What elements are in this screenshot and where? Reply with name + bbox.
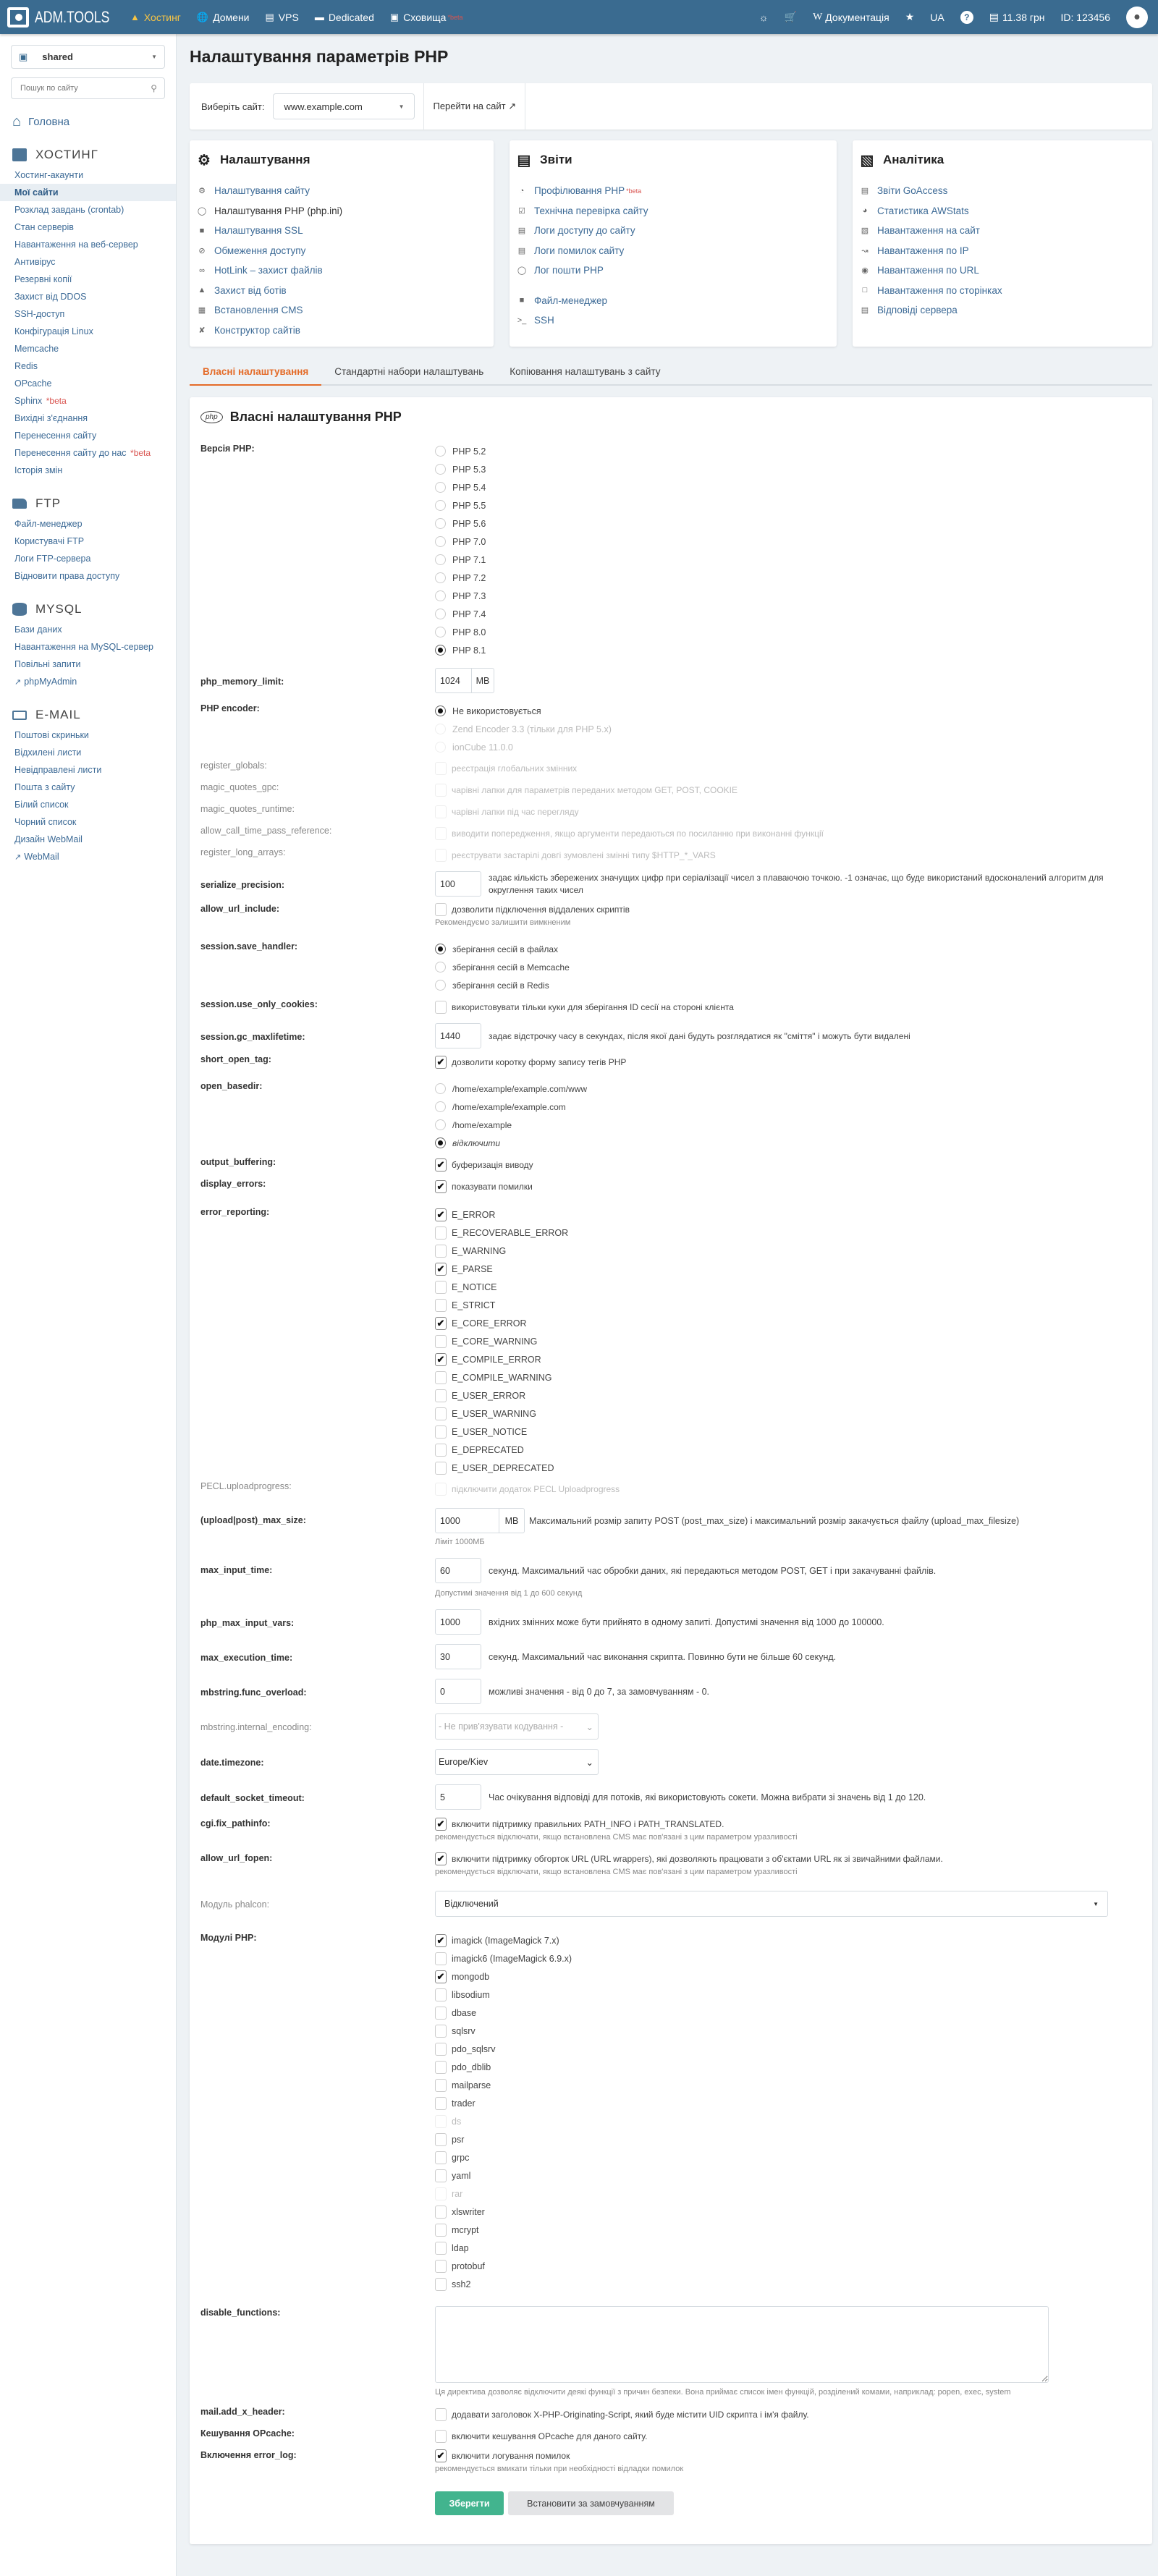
output-buffering-checkbox[interactable]: ✔ буферизація виводу — [435, 1156, 1141, 1174]
php-version-row: Версія PHP: PHP 5.2 PHP 5.3 PHP 5.4 PHP 5.5 PHP 5.6 PHP 7.0 PHP 7.1 PHP 7.2 PHP 7.3 PHP 7.4 PHP 8.0 PHP 8.1 — [200, 442, 1141, 659]
session-save-handler-row: session.save_handler: зберігання сесій в файлах зберігання сесій в Memcache зберігання сесій в Redis — [200, 940, 1141, 994]
radio-basedir-disable[interactable]: відключити — [435, 1134, 1141, 1152]
chevron-down-icon: ⌄ — [586, 1757, 593, 1768]
error-reporting-row: error_reporting: ✔ E_ERROR E_RECOVERABLE_ERROR E_WARNING ✔ E_PARSE E_NOTICE E_STRICT ✔ E_CORE_ERROR E_CORE_WARNING ✔ E_COMPILE_ERROR E_COMPILE_WARNING E_USER_ERROR E_USER_WARNING E_USER_NOTICE E_DEPRECATED E_USER_DEPRECATED — [200, 1206, 1141, 1477]
max-input-time-row: max_input_time: 60 секунд. Максимальний час обробки даних, які передаються методом POST, GET і при закачуванні файлів. Допустимі значення від 1 до 600 секунд — [200, 1558, 1141, 1598]
lock-icon: ■ — [199, 226, 205, 235]
max-execution-time-input[interactable]: 30 — [435, 1644, 481, 1669]
reset-defaults-button[interactable]: Встановити за замовчуванням — [508, 2491, 674, 2515]
sidebar-item-restore-permissions[interactable]: Відновити права доступу — [14, 571, 120, 581]
link-site-builder[interactable]: ✘ Конструктор сайтів — [197, 321, 486, 341]
link-cms-install[interactable]: ▦ Встановлення CMS — [198, 305, 303, 316]
bar-chart-icon: ▧ — [861, 226, 869, 236]
phalcon-select[interactable]: Відключений ▼ — [435, 1891, 1108, 1917]
list-alt-icon: ▤ — [861, 187, 869, 196]
link-goaccess[interactable]: ▤ Звіти GoAccess — [861, 185, 948, 197]
timezone-select[interactable]: Europe/Kiev ⌄ — [435, 1749, 599, 1775]
magic-quotes-runtime-row: magic_quotes_runtime: чарівні лапки під час перегляду — [200, 802, 1141, 821]
sidebar-item-webmail-design[interactable]: Дизайн WebMail — [14, 834, 83, 844]
radio-session-files[interactable]: зберігання сесій в файлах — [435, 940, 1141, 958]
sidebar-item-ftp-users[interactable]: Користувачі FTP — [14, 536, 85, 546]
sidebar-item-slow-queries[interactable]: Повільні запити — [14, 659, 81, 669]
radio-php-5-6[interactable]: PHP 5.6 — [435, 514, 1141, 533]
search-icon[interactable]: ⚲ — [151, 83, 157, 93]
sidebar — [0, 34, 177, 2576]
radio-php-5-3[interactable]: PHP 5.3 — [435, 460, 1141, 478]
database-icon — [12, 603, 27, 616]
php-icon: ◯ — [197, 206, 207, 216]
help-button[interactable] — [960, 11, 973, 24]
mail-x-header-row: mail.add_x_header: додавати заголовок X-PHP-Originating-Script, який буде містити UID скрипта і ім'я файлу. — [200, 2405, 1141, 2423]
bar-chart-icon: ▧ — [860, 152, 874, 169]
module-mcrypt[interactable]: mcrypt — [435, 2221, 1141, 2239]
folder-icon: ■ — [519, 296, 525, 305]
settings-tabs — [190, 357, 1152, 386]
nav-hosting[interactable]: ▲ Хостинг — [130, 11, 181, 23]
account-select[interactable]: ▣ shared ▼ — [11, 45, 165, 69]
link-page-load[interactable]: □ Навантаження по сторінках — [860, 281, 1145, 301]
checkbox-e-user-notice[interactable]: E_USER_NOTICE — [435, 1423, 1141, 1441]
module-rar: rar — [435, 2185, 1141, 2203]
sidebar-item-hosting-accounts[interactable]: Хостинг-акаунти — [14, 170, 84, 180]
user-secret-icon: ▲ — [198, 286, 206, 295]
nav-vps[interactable]: ▤ VPS — [265, 11, 299, 23]
checkbox-e-user-warning[interactable]: E_USER_WARNING — [435, 1404, 1141, 1423]
use-only-cookies-row: session.use_only_cookies: використовувати тільки куки для зберігання ID сесії на стороні клієнта — [200, 998, 1141, 1016]
checkbox-e-error[interactable]: ✔ E_ERROR — [435, 1206, 1141, 1224]
radio-encoder-none[interactable]: Не використовується — [435, 702, 1141, 720]
radio-php-7-1[interactable]: PHP 7.1 — [435, 551, 1141, 569]
module-ldap[interactable]: ldap — [435, 2239, 1141, 2257]
user-menu[interactable] — [1126, 7, 1148, 28]
settings-card: ⚙ Налаштування ⚙ Налаштування сайту ◯ Налаштування PHP (php.ini) ■ Налаштування SSL ⊘ Обмеження доступу ∞ HotLink – захист файлів ▲ Захист від ботів ▦ Встановлення CMS ✘ Конструктор сайтів — [190, 140, 494, 347]
pie-chart-icon: ◕ — [862, 206, 868, 216]
memory-limit-row: php_memory_limit: 1024 MB — [200, 668, 1141, 693]
link-tech-check[interactable]: ☑ Технічна перевірка сайту — [517, 201, 829, 221]
checkbox-e-parse[interactable]: ✔ E_PARSE — [435, 1260, 1141, 1278]
external-link-icon: ↗ — [508, 101, 517, 111]
link-ssh[interactable]: >_ SSH — [517, 315, 554, 326]
sidebar-item-webmail[interactable]: ↗ WebMail — [14, 852, 59, 862]
socket-timeout-row: default_socket_timeout: 5 Час очікування відповіді для потоків, які використовують сокети. Можна вибрати зі значень від 1 до 120. — [200, 1784, 1141, 1810]
site-selector-bar: Виберіть сайт: www.example.com ▼ Перейти на сайт ↗ — [190, 83, 1152, 130]
radio-php-5-4[interactable]: PHP 5.4 — [435, 478, 1141, 496]
sidebar-item-history[interactable]: Історія змін — [14, 465, 63, 475]
nav-dedicated[interactable]: ▬ Dedicated — [314, 11, 374, 23]
link-ssl-settings[interactable]: ■ Налаштування SSL — [197, 221, 486, 241]
home-icon: ⌂ — [12, 114, 22, 130]
php-icon: ◯ — [517, 266, 527, 276]
tab-copy-settings[interactable]: Копіювання налаштувань з сайту — [510, 366, 661, 377]
php-icon: php — [200, 411, 223, 423]
socket-timeout-input[interactable]: 5 — [435, 1784, 481, 1810]
gc-maxlifetime-input[interactable]: 1440 — [435, 1023, 481, 1048]
terminal-icon: >_ — [517, 315, 527, 325]
radio-php-7-2[interactable]: PHP 7.2 — [435, 569, 1141, 587]
open-basedir-row: open_basedir: /home/example/example.com/www /home/example/example.com /home/example відключити — [200, 1080, 1141, 1152]
storage-icon: ▣ — [389, 11, 400, 22]
module-trader[interactable]: trader — [435, 2094, 1141, 2112]
display-errors-row: display_errors: ✔ показувати помилки — [200, 1177, 1141, 1195]
sidebar-item-sphinx[interactable]: Sphinx *beta — [14, 396, 67, 406]
module-pdo-dblib[interactable]: pdo_dblib — [435, 2058, 1141, 2076]
sidebar-item-ddos[interactable]: Захист від DDOS — [14, 292, 87, 302]
caret-down-icon: ▼ — [151, 54, 157, 60]
link-ip-load[interactable]: ↝ Навантаження по IP — [860, 241, 1145, 261]
lightbulb-icon[interactable]: ☼ — [758, 11, 769, 23]
sidebar-item-linux-config[interactable]: Конфігурація Linux — [14, 326, 93, 336]
max-input-vars-row: php_max_input_vars: 1000 вхідних змінних може бути прийнято в одному запиті. Допустимі значення від 1000 до 100000. — [200, 1609, 1141, 1635]
divider — [423, 83, 424, 130]
tab-standard-presets[interactable]: Стандартні набори налаштувань — [334, 366, 484, 377]
checkbox-e-core-error[interactable]: ✔ E_CORE_ERROR — [435, 1314, 1141, 1332]
func-overload-input[interactable]: 0 — [435, 1679, 481, 1704]
sidebar-item-ssh[interactable]: SSH-доступ — [14, 309, 65, 319]
opcache-row: Кешування OPcache: включити кешування OPcache для даного сайту. — [200, 2427, 1141, 2445]
module-ssh2[interactable]: ssh2 — [435, 2275, 1141, 2293]
radio-php-7-4[interactable]: PHP 7.4 — [435, 605, 1141, 623]
radio-basedir-home[interactable]: /home/example — [435, 1116, 1141, 1134]
sidebar-item-redis[interactable]: Redis — [14, 361, 38, 371]
clipboard-icon: ▤ — [517, 246, 526, 255]
radio-php-5-5[interactable]: PHP 5.5 — [435, 496, 1141, 514]
func-overload-row: mbstring.func_overload: 0 можливі значення - від 0 до 7, за замовчуванням - 0. — [200, 1679, 1141, 1704]
link-site-settings[interactable]: ⚙ Налаштування сайту — [197, 181, 486, 201]
module-pdo-sqlsrv[interactable]: pdo_sqlsrv — [435, 2040, 1141, 2058]
module-libsodium[interactable]: libsodium — [435, 1986, 1141, 2004]
encoder-row: PHP encoder: Не використовується Zend Encoder 3.3 (тільки для PHP 5.x) ionCube 11.0.0 — [200, 702, 1141, 756]
link-site-load[interactable]: ▧ Навантаження на сайт — [861, 225, 980, 237]
envelope-icon — [12, 711, 27, 720]
ban-icon: ⊘ — [198, 246, 206, 255]
sidebar-item-transfer-to-us[interactable]: Перенесення сайту до нас *beta — [14, 448, 151, 458]
sidebar-item-ftp-logs[interactable]: Логи FTP-сервера — [14, 554, 91, 564]
checkbox-e-warning[interactable]: E_WARNING — [435, 1242, 1141, 1260]
timezone-row: date.timezone: Europe/Kiev ⌄ — [200, 1749, 1141, 1775]
caret-down-icon: ▼ — [398, 103, 405, 110]
magic-quotes-runtime-checkbox: чарівні лапки під час перегляду — [435, 802, 1141, 821]
hdd-icon: ▬ — [314, 12, 324, 22]
analytics-card: ▧ Аналітика ▤ Звіти GoAccess ◕ Статистика AWStats ▧ Навантаження на сайт ↝ Навантаження по IP ◉ Навантаження по URL □ Навантаження по сторінках ▤ Відповіді сервера — [853, 140, 1152, 347]
link-php-settings[interactable]: ◯ Налаштування PHP (php.ini) — [197, 205, 343, 216]
disable-functions-textarea[interactable] — [435, 2306, 1049, 2383]
account-id: ID: 123456 — [1060, 11, 1110, 23]
page-title: Налаштування параметрів PHP — [190, 47, 449, 66]
register-globals-checkbox: реєстрація глобальних змінних — [435, 759, 1141, 777]
chevron-down-icon: ⌄ — [586, 1721, 593, 1732]
register-long-arrays-row: register_long_arrays: реєструвати застарілі довгі зумовлені змінні типу $HTTP_*_VARS — [200, 846, 1141, 864]
radio-session-redis[interactable]: зберігання сесій в Redis — [435, 976, 1141, 994]
sidebar-item-mysql-load[interactable]: Навантаження на MySQL-сервер — [14, 642, 153, 652]
sidebar-item-databases[interactable]: Бази даних — [14, 624, 62, 635]
sidebar-item-phpmyadmin[interactable]: ↗ phpMyAdmin — [14, 677, 77, 687]
radio-php-7-0[interactable]: PHP 7.0 — [435, 533, 1141, 551]
link-file-manager[interactable]: ■ Файл-менеджер — [517, 291, 829, 311]
logo-icon — [7, 7, 29, 27]
link-server-responses[interactable]: ▤ Відповіді сервера — [861, 305, 958, 316]
sidebar-item-memcache[interactable]: Memcache — [14, 344, 59, 354]
allow-url-fopen-checkbox[interactable]: ✔ включити підтримку обгорток URL (URL wrappers), які дозволяють працювати з об'єктами URL як зі звичайними файлами. — [435, 1852, 1141, 1866]
short-open-tag-row: short_open_tag: ✔ дозволити коротку форму запису тегів PHP — [200, 1053, 1141, 1071]
module-psr[interactable]: psr — [435, 2130, 1141, 2148]
checkbox-e-user-deprecated[interactable]: E_USER_DEPRECATED — [435, 1459, 1141, 1477]
checkbox-e-compile-warning[interactable]: E_COMPILE_WARNING — [435, 1368, 1141, 1386]
checkbox-e-core-warning[interactable]: E_CORE_WARNING — [435, 1332, 1141, 1350]
file-icon: □ — [862, 286, 868, 295]
register-globals-row: register_globals: реєстрація глобальних змінних — [200, 759, 1141, 777]
mail-x-header-checkbox[interactable]: додавати заголовок X-PHP-Originating-Script, який буде містити UID скрипта і ім'я файлу. — [435, 2405, 1141, 2423]
module-xlswriter[interactable]: xlswriter — [435, 2203, 1141, 2221]
nav-storage[interactable]: ▣ Сховища *beta — [389, 11, 463, 23]
sidebar-item-server-status[interactable]: Стан серверів — [14, 222, 74, 232]
caret-down-icon: ▼ — [1093, 1900, 1099, 1907]
link-error-logs[interactable]: ▤ Логи помилок сайту — [517, 245, 625, 256]
module-dbase[interactable]: dbase — [435, 2004, 1141, 2022]
question-icon: ? — [960, 11, 973, 24]
module-sqlsrv[interactable]: sqlsrv — [435, 2022, 1141, 2040]
site-search-input[interactable] — [19, 83, 151, 93]
table-list-icon: ▤ — [517, 152, 531, 169]
radio-php-5-2[interactable]: PHP 5.2 — [435, 442, 1141, 460]
checkbox-e-notice[interactable]: E_NOTICE — [435, 1278, 1141, 1296]
sidebar-item-site-transfer[interactable]: Перенесення сайту — [14, 431, 97, 441]
output-buffering-row: output_buffering: ✔ буферизація виводу — [200, 1156, 1141, 1174]
link-awstats[interactable]: ◕ Статистика AWStats — [860, 201, 1145, 221]
allow-url-include-row: allow_url_include: дозволити підключення віддалених скриптів Рекомендуємо залишити вимкненим — [200, 902, 1141, 927]
internal-encoding-row: mbstring.internal_encoding: - Не прив'язувати кодування - ⌄ — [200, 1713, 1141, 1740]
sidebar-home[interactable]: ⌂ Головна — [12, 114, 70, 130]
balance[interactable]: ▤ 11.38 грн — [989, 11, 1045, 23]
php-settings-form: php Власні налаштування PHP Версія PHP: PHP 5.2 PHP 5.3 PHP 5.4 PHP 5.5 PHP 5.6 PHP 7.0 PHP 7.1 PHP 7.2 PHP 7.3 PHP 7.4 PHP 8.0 PHP 8.1 php_memory_limit: 1024 MB PHP encoder: Не використовується Zend Encoder 3.3 (тільки для PHP 5.x) ionCube 11.0.0 register_globals: реєстрація глобальних змінних magic_quotes_gpc: чарівні лапки для параметрів переданих методом GET, POST, COOKIE magic_quotes_runtime: чарівні лапки під час перегляду allow_call_time_pass_reference: виводити попередження, якщо аргументи передаються по посиланню при виконанні функції register_long_arrays: реєструвати застарілі довгі зумовлені змінні типу $HTTP_*_VARS serialize_precision: 100 задає кількість збережених значущих цифр при серіалізації чисел з плаваючою точкою. -1 означає, що буде використаний вдосконалений алгоритм для округлення таких чисел allow_url_include: дозволити підключення віддалених скриптів Рекомендуємо залишити вимкненим session.save_handler: зберігання сесій в файлах зберігання сесій в Memcache зберігання сесій в Redis session.use_only_cookies: використовувати тільки куки для зберігання ID сесії на стороні клієнта session.gc_maxlifetime: 1440 задає відстрочку часу в секундах, після якої дані будуть розглядатися як "сміття" і можуть бути видалені short_open_tag: ✔ дозволити коротку форму запису тегів PHP open_basedir: /home/example/example.com/www /home/example/example.com /home/example відключити output_buffering: ✔ буферизація виводу display_errors: ✔ показувати помилки error_reporting: ✔ E_ERROR E_RECOVERABLE_ERROR E_WARNING ✔ E_PARSE E_NOTICE E_STRICT ✔ E_CORE_ERROR E_CORE_WARNING ✔ E_COMPILE_ERROR E_COMPILE_WARNING E_USER_ERROR E_USER_WARNING E_USER_NOTICE E_DEPRECATED E_USER_DEPRECATED PECL.uploadprogress: підключити додаток PECL Uploadprogress (upload|post)_max_size: 1000 MB Максимальний розмір запиту POST (post_max_size) і максимальний розмір закачується файлу (upload_max_filesize) Ліміт 1000МБ max_input_time: 60 секунд. Максимальний час обробки даних, які передаються методом POST, GET і при закачуванні файлів. Допустимі значення від 1 до 600 секунд php_max_input_vars: 1000 вхідних змінних може бути прийнято в одному запиті. Допустимі значення від 1000 до 100000. max_execution_time: 30 секунд. Максимальний час виконання скрипта. Повинно бути не більше 60 секунд. mbstring.func_overload: 0 можливі значення - від 0 до 7, за замовчуванням - 0. mbstring.internal_encoding: - Не прив'язувати кодування - ⌄ date.timezone: Europe/Kiev ⌄ default_socket_timeout: 5 Час очікування відповіді для потоків, які використовують сокети. Можна вибрати зі значень від 1 до 120. cgi.fix_pathinfo: ✔ включити підтримку правильних PATH_INFO і PATH_TRANSLATED. рекомендується відключати, якщо встановлена CMS має пов'язані з цим параметром уразливості allow_url_fopen: ✔ включити підтримку обгорток URL (URL wrappers), які дозволяють працювати з об'єктами URL як зі звичайними файлами. рекомендується відключати, якщо встановлена CMS має пов'язані з цим параметром уразливості Модуль phalcon: Відключений ▼ Модулі PHP: ✔ imagick (ImageMagick 7.x) imagick6 (ImageMagick 6.9.x) ✔ mongodb libsodium dbase sqlsrv pdo_sqlsrv pdo_dblib mailparse trader ds psr grpc yaml rar xlswriter mcrypt ldap protobuf ssh2 disable_functions: Ця директива дозволяє відключити деякі функції з причин безпеки. Вона приймає список імен функцій, розділений комами, наприклад: popen, exec, system mail.add_x_header: додавати заголовок X-PHP-Originating-Script, який буде містити UID скрипта і ім'я файлу. Кешування OPcache: включити кешування OPcache для даного сайту. Включення error_log: ✔ включити логування помилок рекомендується вмикати тільки при необхідності відладки помилок Зберегти Встановити за замовчуванням — [190, 397, 1152, 2544]
clipboard-icon: ▤ — [517, 226, 526, 236]
register-long-arrays-checkbox: реєструвати застарілі довгі зумовлені змінні типу $HTTP_*_VARS — [435, 846, 1141, 864]
disable-functions-row: disable_functions: Ця директива дозволяє відключити деякі функції з причин безпеки. Вона приймає список імен функцій, розділений комами, наприклад: popen, exec, system — [200, 2306, 1141, 2397]
serialize-precision-row: serialize_precision: 100 задає кількість збережених значущих цифр при серіалізації чисел з плаваючою точкою. -1 означає, що буде використаний вдосконалений алгоритм для округлення таких чисел — [200, 871, 1141, 897]
module-ds: ds — [435, 2112, 1141, 2130]
module-protobuf[interactable]: protobuf — [435, 2257, 1141, 2275]
external-link-icon: ↗ — [14, 853, 22, 862]
sidebar-item-unsent-mail[interactable]: Невідправлені листи — [14, 765, 102, 775]
internal-encoding-select: - Не прив'язувати кодування - ⌄ — [435, 1713, 599, 1740]
serialize-precision-input[interactable]: 100 — [435, 871, 481, 897]
cubes-icon: ▦ — [198, 306, 206, 315]
error-log-checkbox[interactable]: ✔ включити логування помилок — [435, 2449, 1141, 2463]
cart-icon[interactable]: 🛒 — [784, 11, 798, 22]
id-card-icon: ▣ — [19, 51, 28, 62]
cgi-fix-pathinfo-checkbox[interactable]: ✔ включити підтримку правильних PATH_INFO і PATH_TRANSLATED. — [435, 1817, 1141, 1831]
upload-max-size-input[interactable]: 1000 MB — [435, 1508, 525, 1533]
module-grpc[interactable]: grpc — [435, 2148, 1141, 2166]
checkbox-e-compile-error[interactable]: ✔ E_COMPILE_ERROR — [435, 1350, 1141, 1368]
pecl-uploadprogress-checkbox: підключити додаток PECL Uploadprogress — [435, 1480, 1141, 1498]
docs-link[interactable]: W Документація — [813, 11, 889, 23]
module-imagick[interactable]: ✔ imagick (ImageMagick 7.x) — [435, 1931, 1141, 1949]
sidebar-item-web-load[interactable]: Навантаження на веб-сервер — [14, 240, 138, 250]
radio-php-8-0[interactable]: PHP 8.0 — [435, 623, 1141, 641]
sitemap-icon: ▲ — [130, 12, 140, 22]
language-switch[interactable]: UA — [930, 11, 944, 23]
sidebar-item-antivirus[interactable]: Антивірус — [14, 257, 56, 267]
section-email: E-MAIL — [12, 708, 176, 722]
magic-quotes-gpc-checkbox: чарівні лапки для параметрів переданих методом GET, POST, COOKIE — [435, 781, 1141, 799]
link-php-mail-log[interactable]: ◯ Лог пошти PHP — [517, 265, 604, 276]
sidebar-item-mailboxes[interactable]: Поштові скриньки — [14, 730, 89, 740]
module-imagick6[interactable]: imagick6 (ImageMagick 6.9.x) — [435, 1949, 1141, 1967]
section-hosting: ХОСТИНГ — [12, 148, 176, 162]
module-mongodb[interactable]: ✔ mongodb — [435, 1967, 1141, 1986]
phalcon-row: Модуль phalcon: Відключений ▼ — [200, 1891, 1141, 1917]
section-ftp: FTP — [12, 496, 176, 511]
line-chart-icon: ↝ — [861, 246, 868, 255]
save-button[interactable]: Зберегти — [435, 2491, 504, 2515]
sidebar-item-crontab[interactable]: Розклад завдань (crontab) — [14, 205, 124, 215]
form-actions — [200, 2491, 1141, 2515]
sidebar-item-backups[interactable]: Резервні копії — [14, 274, 72, 284]
radio-basedir-www[interactable]: /home/example/example.com/www — [435, 1080, 1141, 1098]
radio-php-7-3[interactable]: PHP 7.3 — [435, 587, 1141, 605]
max-execution-time-row: max_execution_time: 30 секунд. Максимальний час виконання скрипта. Повинно бути не більше 60 секунд. — [200, 1644, 1141, 1669]
allow-url-include-checkbox[interactable]: дозволити підключення віддалених скриптів — [435, 902, 1141, 917]
link-access-restriction[interactable]: ⊘ Обмеження доступу — [197, 241, 486, 261]
wikipedia-icon: W — [813, 11, 823, 22]
section-mysql: MYSQL — [12, 602, 176, 617]
reports-card: ▤ Звіти ◔ Профілювання PHP *beta ☑ Технічна перевірка сайту ▤ Логи доступу до сайту ▤ Логи помилок сайту ◯ Лог пошти PHP ■ Файл-менеджер >_ SSH — [510, 140, 837, 347]
opcache-checkbox[interactable]: включити кешування OPcache для даного сайту. — [435, 2427, 1141, 2445]
link-icon: ∞ — [199, 266, 205, 275]
checkbox-e-recoverable-error[interactable]: E_RECOVERABLE_ERROR — [435, 1224, 1141, 1242]
cgi-fix-pathinfo-row: cgi.fix_pathinfo: ✔ включити підтримку правильних PATH_INFO і PATH_TRANSLATED. рекомендується відключати, якщо встановлена CMS має пов'язані з цим параметром уразливості — [200, 1817, 1141, 1842]
link-php-profiling[interactable]: ◔ Профілювання PHP *beta — [517, 181, 829, 201]
nav-domains[interactable]: 🌐 Домени — [196, 11, 250, 23]
star-icon[interactable]: ★ — [905, 11, 915, 22]
radio-session-memcache[interactable]: зберігання сесій в Memcache — [435, 958, 1141, 976]
server-stack-icon — [12, 148, 27, 161]
site-search[interactable] — [11, 77, 165, 99]
site-select[interactable]: www.example.com ▼ — [273, 93, 415, 119]
logo[interactable]: ADM.TOOLS — [7, 7, 130, 27]
sidebar-item-my-sites[interactable]: Мої сайти — [0, 184, 176, 201]
sidebar-item-rejected-mail[interactable]: Відхилені листи — [14, 747, 82, 758]
max-input-time-input[interactable]: 60 — [435, 1558, 481, 1583]
radio-encoder-zend: Zend Encoder 3.3 (тільки для PHP 5.x) — [435, 720, 1141, 738]
radio-encoder-ioncube: ionCube 11.0.0 — [435, 738, 1141, 756]
server-icon: ▤ — [861, 306, 869, 315]
use-only-cookies-checkbox[interactable]: використовувати тільки куки для зберігання ID сесії на стороні клієнта — [435, 998, 1141, 1016]
quick-links — [190, 140, 1152, 347]
tab-custom-settings[interactable]: Власні налаштування — [190, 366, 321, 386]
module-mailparse[interactable]: mailparse — [435, 2076, 1141, 2094]
user-avatar-icon: ● — [1126, 7, 1148, 28]
sidebar-item-blacklist[interactable]: Чорний список — [14, 817, 77, 827]
link-hotlink[interactable]: ∞ HotLink – захист файлів — [197, 260, 486, 281]
sidebar-item-whitelist[interactable]: Білий список — [14, 800, 69, 810]
checkbox-e-user-error[interactable]: E_USER_ERROR — [435, 1386, 1141, 1404]
sidebar-item-opcache[interactable]: OPcache — [14, 378, 52, 389]
call-time-pass-ref-checkbox: виводити попередження, якщо аргументи передаються по посиланню при виконанні функції — [435, 824, 1141, 842]
error-log-row: Включення error_log: ✔ включити логування помилок рекомендується вмикати тільки при необхідності відладки помилок — [200, 2449, 1141, 2473]
check-square-icon: ☑ — [518, 206, 525, 216]
external-link-icon: ↗ — [14, 678, 22, 687]
sidebar-item-outgoing-connections[interactable]: Вихідні з'єднання — [14, 413, 88, 423]
gear-icon: ⚙ — [198, 152, 211, 169]
go-to-site-link[interactable]: Перейти на сайт ↗ — [433, 101, 517, 111]
checkbox-e-strict[interactable]: E_STRICT — [435, 1296, 1141, 1314]
link-access-logs[interactable]: ▤ Логи доступу до сайту — [517, 225, 635, 237]
sidebar-item-site-mail[interactable]: Пошта з сайту — [14, 782, 75, 792]
tools-icon: ✘ — [198, 326, 206, 335]
globe-icon: 🌐 — [196, 11, 209, 22]
main-content — [190, 34, 1152, 2544]
module-yaml[interactable]: yaml — [435, 2166, 1141, 2185]
tachometer-icon: ◔ — [519, 186, 525, 195]
credit-card-icon: ▤ — [989, 11, 999, 22]
php-modules-row: Модулі PHP: ✔ imagick (ImageMagick 7.x) imagick6 (ImageMagick 6.9.x) ✔ mongodb libsodium dbase sqlsrv pdo_sqlsrv pdo_dblib mailparse trader ds psr grpc yaml rar xlswriter mcrypt ldap protobuf ssh2 — [200, 1931, 1141, 2293]
radio-php-8-1[interactable]: PHP 8.1 — [435, 641, 1141, 659]
display-errors-checkbox[interactable]: ✔ показувати помилки — [435, 1177, 1141, 1195]
checkbox-e-deprecated[interactable]: E_DEPRECATED — [435, 1441, 1141, 1459]
top-navbar — [0, 0, 1158, 34]
globe-icon: ◉ — [861, 266, 868, 276]
pecl-uploadprogress-row: PECL.uploadprogress: підключити додаток PECL Uploadprogress — [200, 1480, 1141, 1498]
max-input-vars-input[interactable]: 1000 — [435, 1609, 481, 1635]
memory-limit-input[interactable]: 1024 MB — [435, 668, 494, 693]
server-icon: ▤ — [265, 11, 274, 22]
link-url-load[interactable]: ◉ Навантаження по URL — [860, 260, 1145, 281]
call-time-pass-ref-row: allow_call_time_pass_reference: виводити попередження, якщо аргументи передаються по посиланню при виконанні функції — [200, 824, 1141, 842]
radio-basedir-site[interactable]: /home/example/example.com — [435, 1098, 1141, 1116]
upload-max-size-row: (upload|post)_max_size: 1000 MB Максимальний розмір запиту POST (post_max_size) і максимальний розмір закачується файлу (upload_max_filesize) Ліміт 1000МБ — [200, 1508, 1141, 1546]
gears-icon: ⚙ — [198, 187, 206, 196]
folder-icon — [12, 499, 27, 509]
gc-maxlifetime-row: session.gc_maxlifetime: 1440 задає відстрочку часу в секундах, після якої дані будуть розглядатися як "сміття" і можуть бути видалені — [200, 1023, 1141, 1048]
link-bot-protection[interactable]: ▲ Захист від ботів — [198, 284, 287, 296]
sidebar-item-file-manager[interactable]: Файл-менеджер — [14, 519, 83, 529]
allow-url-fopen-row: allow_url_fopen: ✔ включити підтримку обгорток URL (URL wrappers), які дозволяють працювати з об'єктами URL як зі звичайними файлами. рекомендується відключати, якщо встановлена CMS має пов'язані з цим параметром уразливості — [200, 1852, 1141, 1876]
short-open-tag-checkbox[interactable]: ✔ дозволити коротку форму запису тегів PHP — [435, 1053, 1141, 1071]
magic-quotes-gpc-row: magic_quotes_gpc: чарівні лапки для параметрів переданих методом GET, POST, COOKIE — [200, 781, 1141, 799]
